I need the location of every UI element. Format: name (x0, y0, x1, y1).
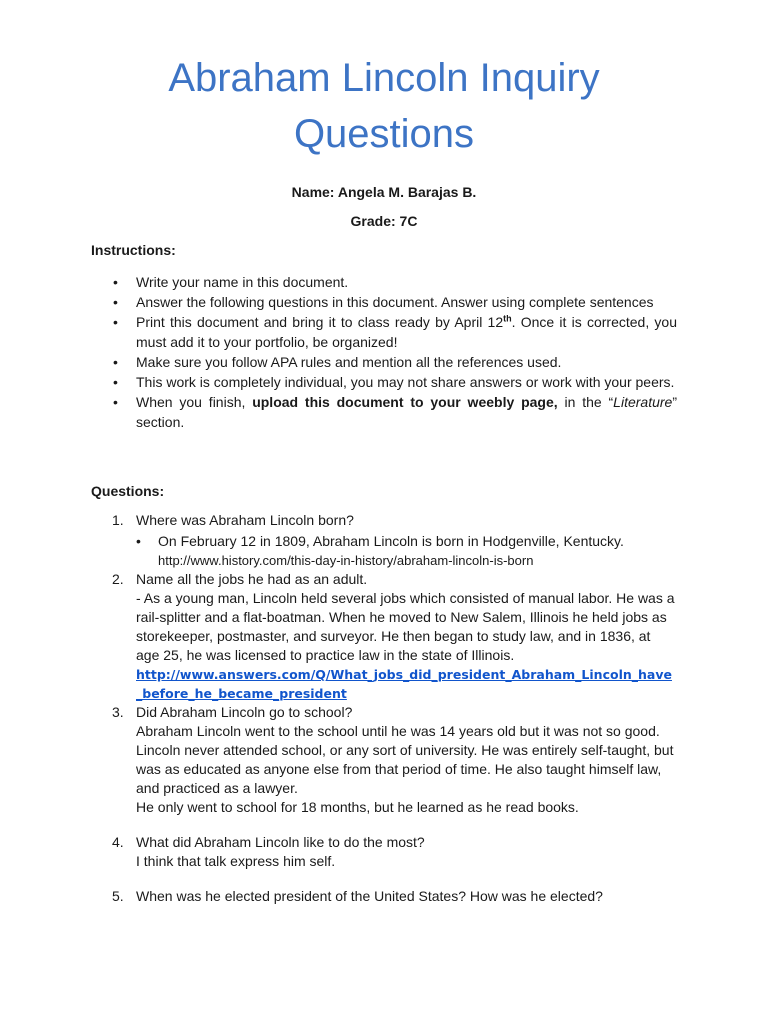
question-number: 4. (112, 834, 124, 850)
instruction-text: . Once it is corrected, you must add it to your portfolio, be organized! (136, 314, 677, 350)
instructions-list (91, 272, 677, 432)
instruction-text: This work is completely individual, you may not share answers or work with your peers. (136, 374, 675, 390)
spacer (136, 817, 677, 833)
instruction-item (91, 312, 677, 352)
question-item (91, 887, 677, 906)
instruction-item (91, 352, 677, 372)
questions-list (91, 511, 677, 906)
question-number: 2. (112, 571, 124, 587)
instruction-text: Answer the following questions in this document. Answer using complete sentences (136, 294, 654, 310)
reference-url: http://www.history.com/this-day-in-history/abraham-lincoln-is-born (158, 553, 534, 568)
question-number: 5. (112, 888, 124, 904)
question-text: When was he elected president of the United States? How was he elected? (136, 888, 603, 904)
reference-link[interactable]: http://www.answers.com/Q/What_jobs_did_president_Abraham_Lincoln_have_before_he_became_president (136, 667, 672, 701)
question-number: 3. (112, 704, 124, 720)
page-title-line-1: Abraham Lincoln Inquiry (168, 56, 600, 100)
instruction-bold-text: upload this document to your weebly page, (252, 394, 558, 410)
instruction-text: Make sure you follow APA rules and mention all the references used. (136, 354, 562, 370)
questions-heading: Questions: (91, 483, 165, 499)
student-name: Name: Angela M. Barajas B. (291, 184, 477, 200)
instruction-item (91, 372, 677, 392)
page-title-line-2: Questions (293, 112, 475, 156)
ordinal-superscript: th (503, 313, 512, 324)
instruction-italic-text: Literature (613, 394, 673, 410)
question-text: Did Abraham Lincoln go to school? (136, 704, 353, 720)
instruction-item (91, 392, 677, 432)
answer-text: - As a young man, Lincoln held several jobs which consisted of manual labor. He was a rail-splitter and a flat-boatman. When he moved to New Salem, Illinois he held jobs as storekeeper, postmaster, and surveyor. He then began to study law, and in 1836, at age 25, he was licensed to practice law in the state of Illinois. (136, 590, 675, 663)
answer-text: Abraham Lincoln went to the school until he was 14 years old but it was not so good. Lincoln never attended school, or any sort of university. He was entirely self-taught, but was as educated as anyone else from that period of time. He also taught himself law, and practiced as a lawyer. (136, 723, 674, 796)
question-item (91, 511, 677, 570)
instruction-text: When you finish, (136, 394, 253, 410)
instruction-text: in the “ (557, 394, 614, 410)
instructions-heading: Instructions: (91, 242, 176, 258)
question-text: What did Abraham Lincoln like to do the most? (136, 834, 425, 850)
answer-text: • On February 12 in 1809, Abraham Lincoln is born in Hodgenville, Kentucky. (158, 533, 624, 549)
question-text: Where was Abraham Lincoln born? (136, 512, 354, 528)
question-item (91, 703, 677, 833)
spacer (136, 871, 677, 887)
question-text: Name all the jobs he had as an adult. (136, 571, 368, 587)
instruction-text: Write your name in this document. (136, 274, 349, 290)
question-item (91, 570, 677, 703)
instruction-text: Print this document and bring it to class ready by April 12 (136, 314, 504, 330)
student-grade: Grade: 7C (350, 213, 418, 229)
instruction-item (91, 272, 677, 292)
instruction-text: ” section. (136, 394, 677, 430)
answer-text: He only went to school for 18 months, but he learned as he read books. (136, 799, 579, 815)
question-number: 1. (112, 512, 124, 528)
question-item (91, 833, 677, 887)
answer-text: I think that talk express him self. (136, 853, 336, 869)
answer-bullet (136, 532, 677, 570)
page-title (0, 50, 768, 162)
instruction-item (91, 292, 677, 312)
